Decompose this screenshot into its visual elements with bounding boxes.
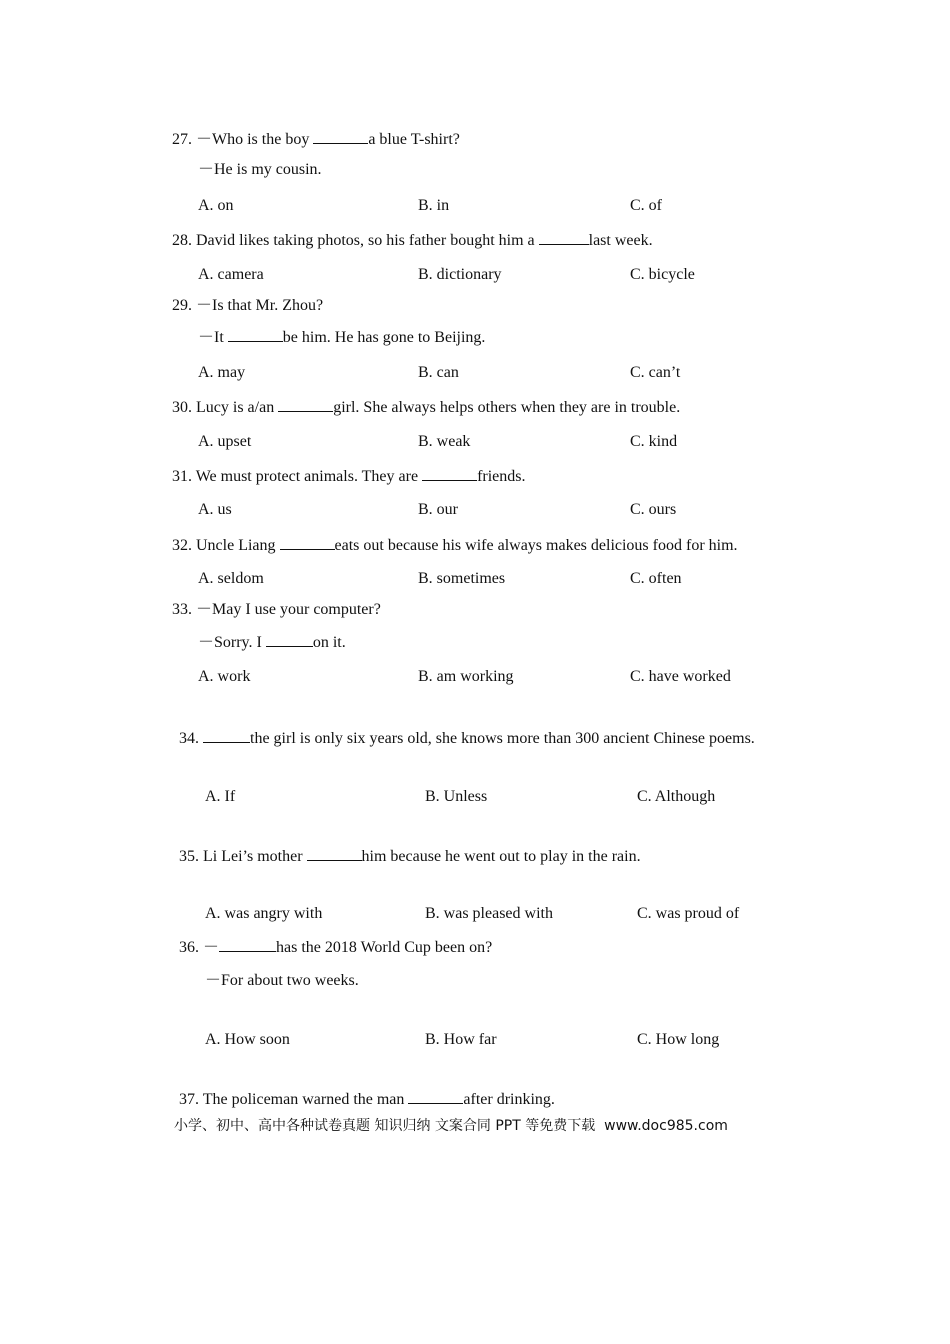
answer-blank [280, 535, 335, 550]
option-a: A. may [198, 364, 246, 381]
option-c: C. can’t [630, 364, 681, 381]
footer [174, 1116, 728, 1136]
answer-blank [228, 327, 283, 342]
option-b: B. was pleased with [425, 905, 553, 922]
option-a: A. work [198, 668, 251, 685]
option-c: C. kind [630, 433, 678, 450]
question-36: 36. － has the 2018 World Cup been on? [179, 939, 493, 956]
question-31: 31. We must protect animals. They are friends. [172, 468, 526, 485]
option-b: B. sometimes [418, 570, 506, 587]
question-37: 37. The policeman warned the man after drinking. [179, 1091, 555, 1108]
question-33: 33. －May I use your computer? [172, 601, 381, 618]
question-34: 34. the girl is only six years old, she knows more than 300 ancient Chinese poems. [179, 730, 755, 747]
answer-blank [219, 937, 276, 952]
answer-line: －It be him. He has gone to Beijing. [198, 329, 486, 346]
option-b: B. in [418, 197, 450, 214]
option-a: A. upset [198, 433, 252, 450]
option-b: B. Unless [425, 788, 488, 805]
option-b: B. weak [418, 433, 471, 450]
option-c: C. was proud of [637, 905, 740, 922]
answer-line: －He is my cousin. [198, 161, 322, 178]
question-30: 30. Lucy is a/an girl. She always helps others when they are in trouble. [172, 399, 681, 416]
footer-url[interactable]: www.doc985.com [604, 1118, 728, 1134]
answer-blank [307, 846, 362, 861]
question-27: 27. －Who is the boy a blue T-shirt? [172, 131, 460, 148]
answer-blank [266, 632, 313, 647]
option-a: A. seldom [198, 570, 264, 587]
answer-blank [422, 466, 477, 481]
answer-blank [313, 129, 368, 144]
answer-blank [539, 230, 589, 245]
answer-blank [408, 1089, 463, 1104]
option-a: A. was angry with [205, 905, 323, 922]
question-32: 32. Uncle Liang eats out because his wife always makes delicious food for him. [172, 537, 738, 554]
option-a: A. How soon [205, 1031, 290, 1048]
option-c: C. Although [637, 788, 716, 805]
answer-line: －For about two weeks. [205, 972, 359, 989]
option-c: C. have worked [630, 668, 731, 685]
footer-text: 小学、初中、高中各种试卷真题 知识归纳 文案合同 PPT 等免费下载 [174, 1118, 596, 1134]
question-29: 29. －Is that Mr. Zhou? [172, 297, 324, 314]
question-35: 35. Li Lei’s mother him because he went out to play in the rain. [179, 848, 641, 865]
option-c: C. How long [637, 1031, 720, 1048]
answer-line: －Sorry. I on it. [198, 634, 346, 651]
option-c: C. of [630, 197, 662, 214]
question-28: 28. David likes taking photos, so his father bought him a last week. [172, 232, 653, 249]
option-b: B. can [418, 364, 459, 381]
option-a: A. us [198, 501, 232, 518]
option-a: A. If [205, 788, 236, 805]
option-c: C. bicycle [630, 266, 695, 283]
answer-blank [203, 728, 250, 743]
option-b: B. How far [425, 1031, 497, 1048]
answer-blank [278, 397, 333, 412]
option-b: B. our [418, 501, 458, 518]
option-a: A. camera [198, 266, 264, 283]
option-c: C. often [630, 570, 682, 587]
option-b: B. dictionary [418, 266, 502, 283]
option-c: C. ours [630, 501, 677, 518]
option-b: B. am working [418, 668, 514, 685]
option-a: A. on [198, 197, 234, 214]
